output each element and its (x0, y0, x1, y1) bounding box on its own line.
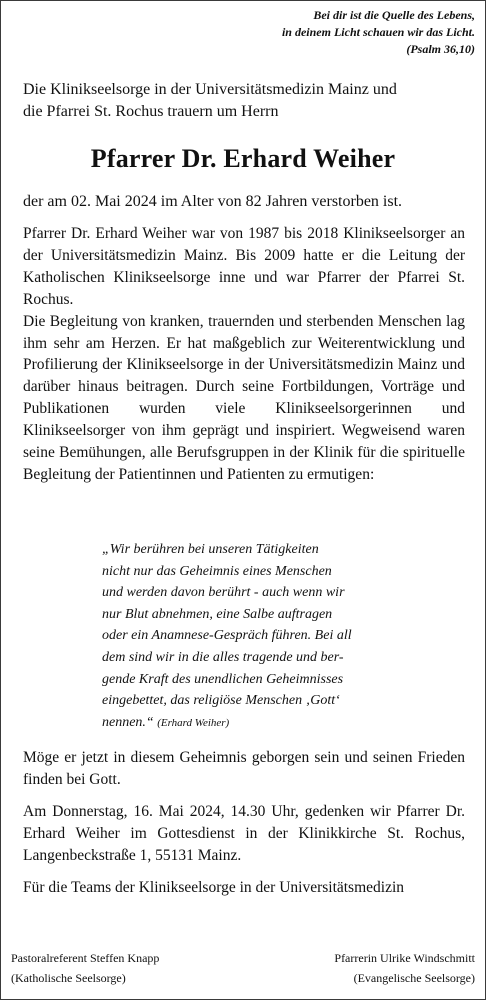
closing-paragraph-1: Möge er jetzt in diesem Geheimnis geborgen sein und seinen Frieden finden bei Gott. (23, 749, 465, 788)
quote-line: gende Kraft des unendlichen Geheimnisses (102, 671, 344, 687)
signature-right-name: Pfarrerin Ulrike Windschmitt (334, 951, 475, 965)
quote-line: nur Blut abnehmen, eine Salbe auftragen (102, 606, 333, 622)
signature-left (11, 949, 159, 988)
intro-text (23, 79, 473, 123)
intro-line-2: die Pfarrei St. Rochus trauern um Herrn (23, 103, 279, 120)
quote-line-end: nennen.“ (102, 714, 154, 730)
quote-last-line (102, 712, 392, 735)
motto-line-2: in deinem Licht schauen wir das Licht. (281, 25, 475, 39)
quote-line: eingebettet, das religiöse Menschen ‚Gott‘ (102, 693, 340, 709)
signature-right (334, 949, 475, 988)
quote-line: und werden davon berührt - auch wenn wir (102, 585, 345, 601)
quote-line: oder ein Anamnese-Gespräch führen. Bei all (102, 628, 352, 644)
quote-line: dem sind wir in die alles tragende und ber- (102, 649, 344, 665)
deceased-name: Pfarrer Dr. Erhard Weiher (90, 144, 396, 173)
signature-left-name: Pastoralreferent Steffen Knapp (11, 951, 160, 965)
quote-line: „Wir berühren bei unseren Tätigkeiten (102, 542, 319, 557)
biography-paragraph-1: Pfarrer Dr. Erhard Weiher war von 1987 bis 2018 Klinikseelsorger an der Universitätsmedizin Mainz. Bis 2009 hatte er die Leitung der Katholischen Klinikseelsorge inne und war Pfarrer der Pfarrei St. Rochus. (23, 225, 465, 308)
biography-paragraph-2: Die Begleitung von kranken, trauernden und sterbenden Menschen lag ihm sehr am Herzen. Er hat maßgeblich zur Weiterentwicklung und Profilierung der Klinikseelsorge in der Universitätsmedizin Mainz und darüber hinaus beitragen. Durch seine Fortbildungen, Vorträge und Publikationen wurden viele Klinikseelsorgerinnen und Klinikseelsorger von ihm geprägt und inspiriert. Wegweisend waren seine Bemühungen, alle Berufsgruppen in der Klinik für die spirituelle Begleitung der Patientinnen und Patienten zu ermutigen: (23, 312, 465, 483)
intro-line-1: Die Klinikseelsorge in der Universitätsmedizin Mainz und (23, 81, 397, 98)
biography (23, 223, 465, 486)
motto-reference: (Psalm 36,10) (406, 42, 475, 56)
signature-left-org: (Katholische Seelsorge) (11, 970, 126, 985)
quote-block (102, 539, 392, 734)
memorial-service-paragraph: Am Donnerstag, 16. Mai 2024, 14.30 Uhr, gedenken wir Pfarrer Dr. Erhard Weiher im Gottesdienst in der Klinikkirche St. Rochus, Langenbeckstraße 1, 55131 Mainz. (23, 803, 465, 864)
closing-text (23, 747, 465, 909)
signature-right-org: (Evangelische Seelsorge) (353, 970, 475, 985)
death-notice: der am 02. Mai 2024 im Alter von 82 Jahren verstorben ist. (23, 193, 403, 210)
quote-author: (Erhard Weiher) (157, 716, 230, 729)
bible-motto (282, 7, 475, 58)
quote-line: nicht nur das Geheimnis eines Menschen (102, 563, 332, 579)
motto-line-1: Bei dir ist die Quelle des Lebens, (313, 8, 475, 22)
closing-paragraph-3: Für die Teams der Klinikseelsorge in der Universitätsmedizin (23, 879, 405, 896)
